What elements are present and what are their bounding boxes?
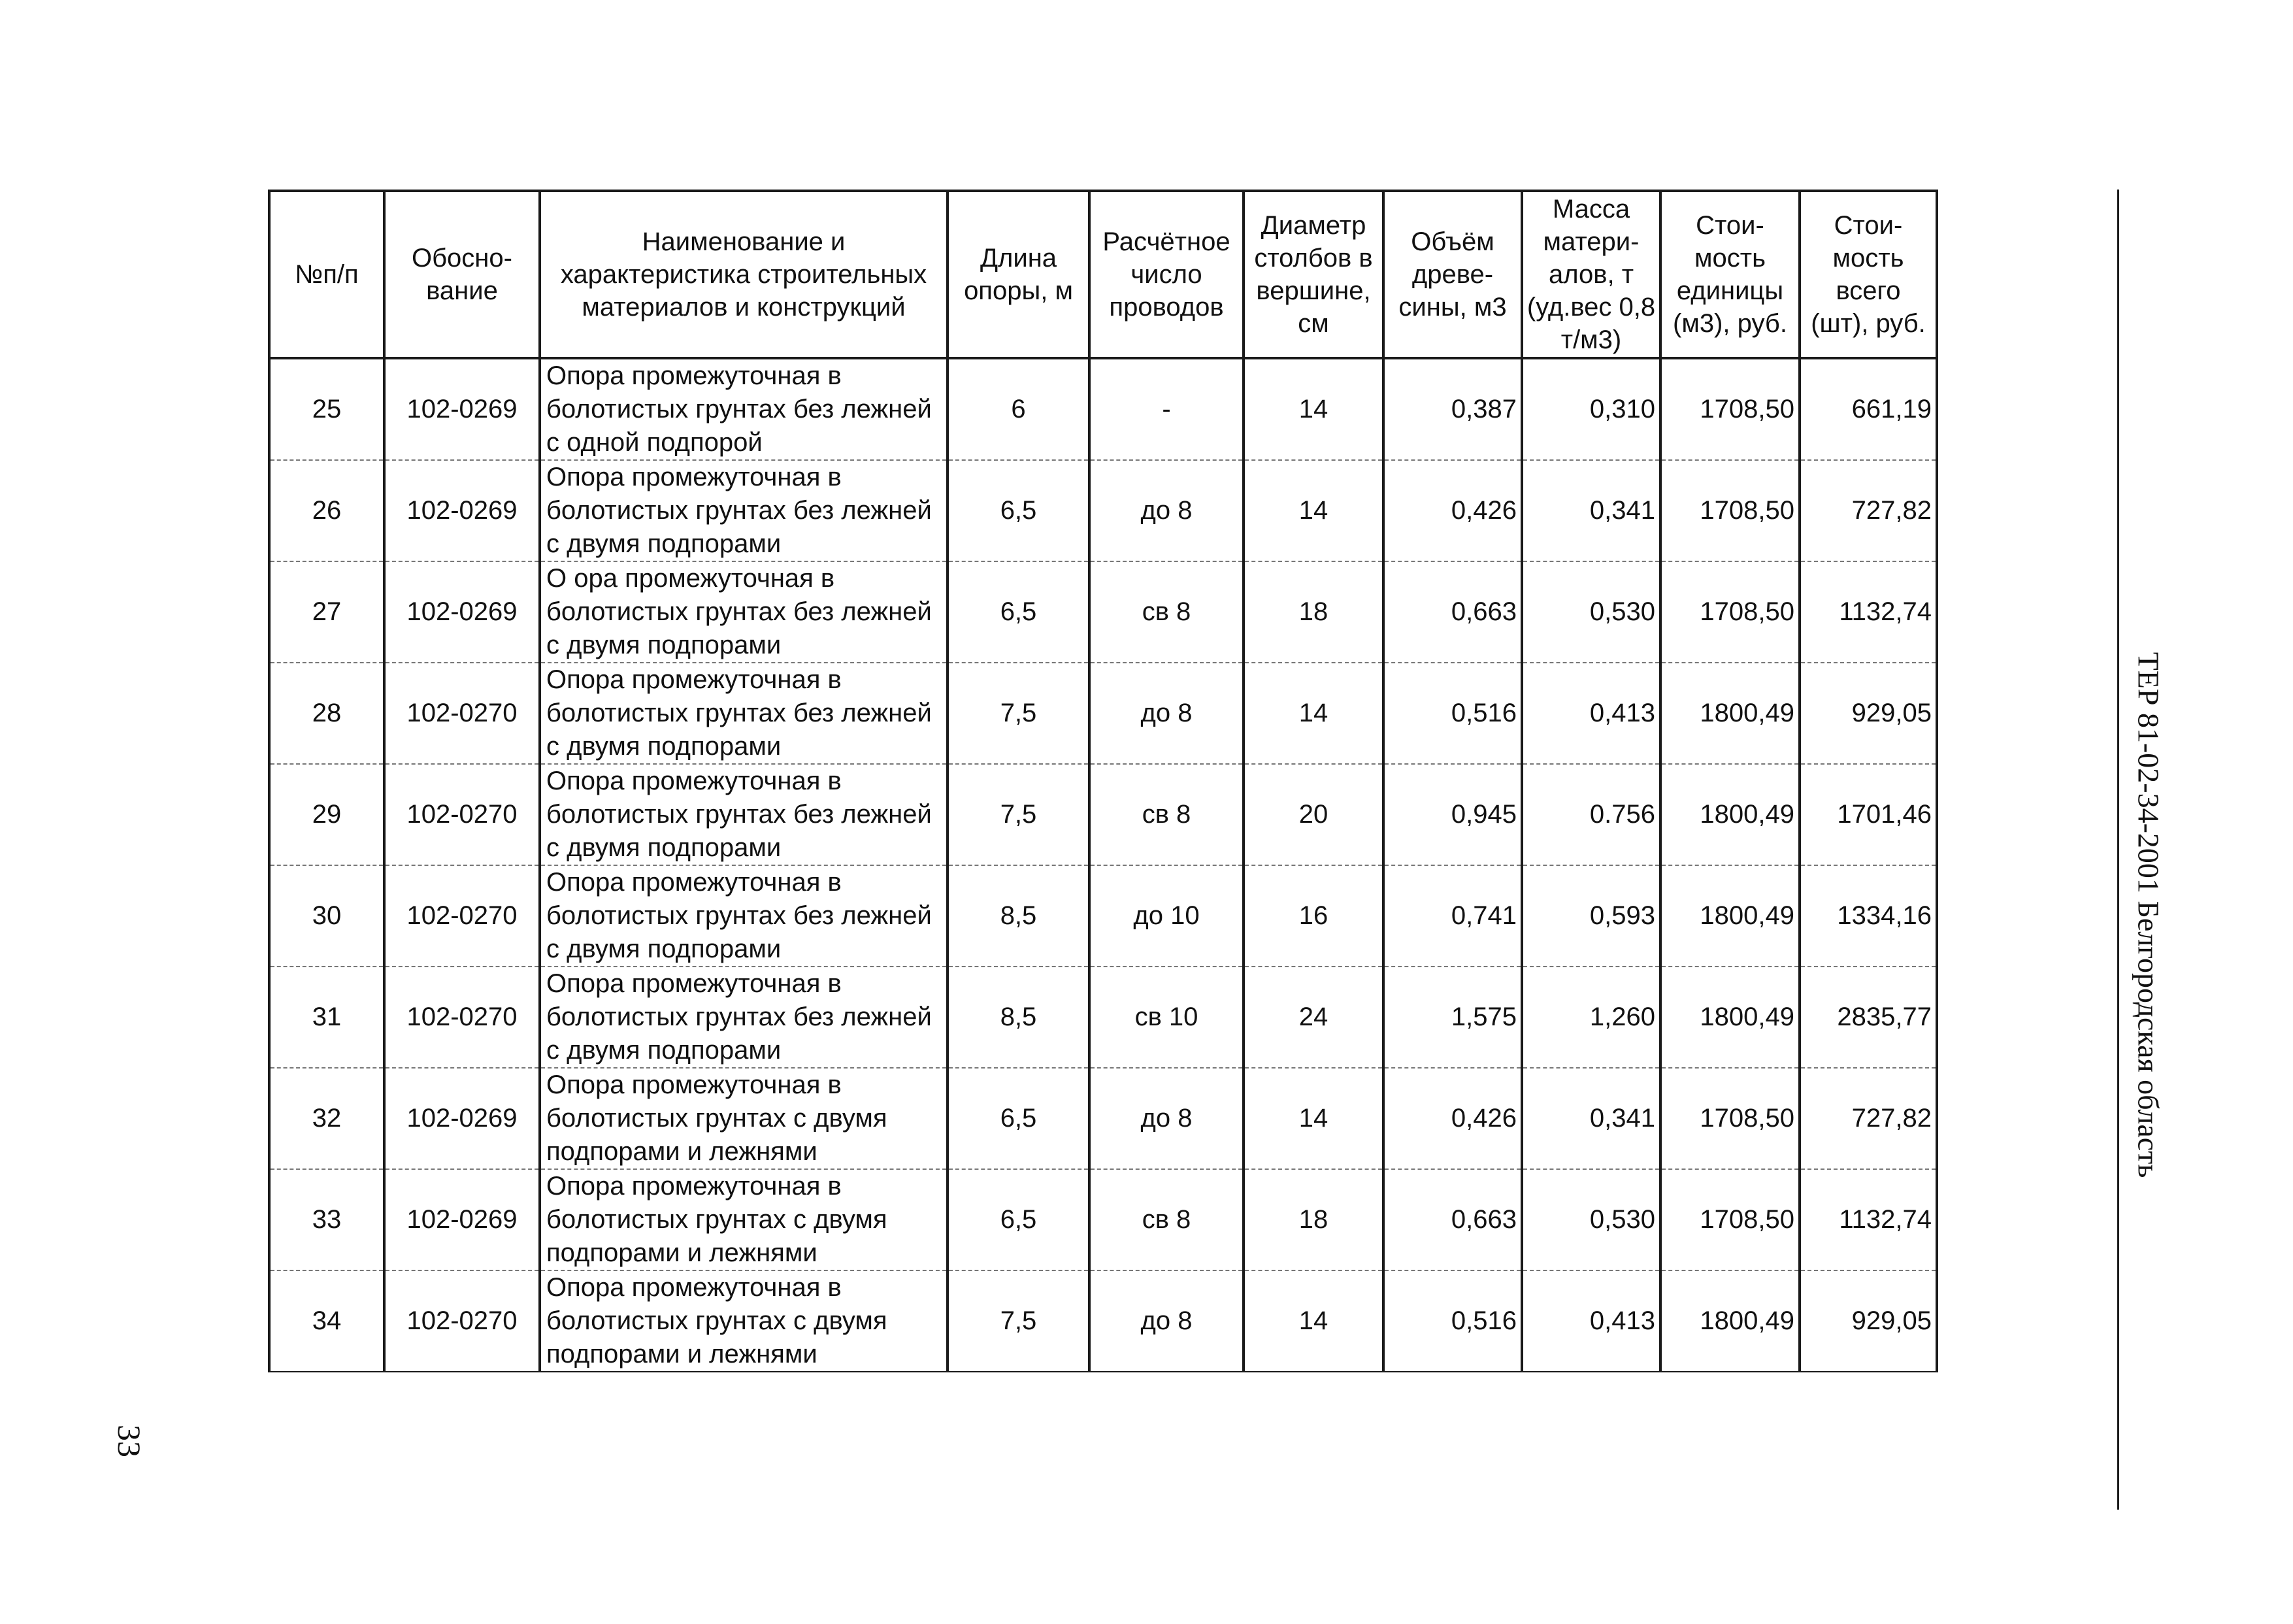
cell-volume: 0,945 (1383, 764, 1522, 865)
cell-number: 30 (269, 865, 384, 967)
cell-mass: 0,310 (1522, 358, 1660, 460)
cell-number: 32 (269, 1068, 384, 1169)
cell-wires: до 8 (1089, 460, 1244, 561)
cell-number: 29 (269, 764, 384, 865)
table-row (269, 865, 1937, 967)
header-volume: Объём древе-сины, м3 (1383, 191, 1522, 358)
cell-unit-cost: 1708,50 (1660, 358, 1800, 460)
cell-number: 31 (269, 967, 384, 1068)
cell-wires: св 10 (1089, 967, 1244, 1068)
table-row (269, 358, 1937, 460)
cell-basis: 102-0270 (384, 865, 540, 967)
table-row (269, 967, 1937, 1068)
cell-wires: св 8 (1089, 561, 1244, 663)
cell-length: 7,5 (948, 1270, 1089, 1372)
cell-name: Опора промежуточная в болотистых грунтах без лежней с двумя подпорами (540, 967, 948, 1068)
cell-name: Опора промежуточная в болотистых грунтах без лежней с двумя подпорами (540, 865, 948, 967)
cell-volume: 0,663 (1383, 561, 1522, 663)
header-mass: Масса матери-алов, т (уд.вес 0,8 т/м3) (1522, 191, 1660, 358)
cell-volume: 1,575 (1383, 967, 1522, 1068)
cell-length: 8,5 (948, 865, 1089, 967)
cell-unit-cost: 1800,49 (1660, 1270, 1800, 1372)
table-body (269, 358, 1937, 1372)
cell-wires: до 8 (1089, 663, 1244, 764)
cell-diameter: 14 (1244, 460, 1383, 561)
cell-number: 33 (269, 1169, 384, 1270)
header-total-cost: Стои-мость всего (шт), руб. (1800, 191, 1937, 358)
cell-diameter: 20 (1244, 764, 1383, 865)
cell-volume: 0,516 (1383, 663, 1522, 764)
cell-unit-cost: 1708,50 (1660, 460, 1800, 561)
cell-number: 25 (269, 358, 384, 460)
header-basis: Обосно-вание (384, 191, 540, 358)
cell-unit-cost: 1708,50 (1660, 561, 1800, 663)
cell-basis: 102-0270 (384, 764, 540, 865)
cell-mass: 0,530 (1522, 561, 1660, 663)
header-unit-cost: Стои-мость единицы (м3), руб. (1660, 191, 1800, 358)
cell-name: Опора промежуточная в болотистых грунтах без лежней с двумя подпорами (540, 764, 948, 865)
table-row (269, 460, 1937, 561)
cell-basis: 102-0270 (384, 967, 540, 1068)
cell-basis: 102-0269 (384, 561, 540, 663)
cell-basis: 102-0269 (384, 358, 540, 460)
header-number: №п/п (269, 191, 384, 358)
table-row (269, 764, 1937, 865)
cell-volume: 0,426 (1383, 1068, 1522, 1169)
cell-total-cost: 661,19 (1800, 358, 1937, 460)
document-code-title: ТЕР 81-02-34-2001 Белгородская область (2132, 652, 2166, 1178)
cell-mass: 0,413 (1522, 1270, 1660, 1372)
cell-total-cost: 727,82 (1800, 460, 1937, 561)
cell-name: Опора промежуточная в болотистых грунтах с двумя подпорами и лежнями (540, 1270, 948, 1372)
cell-length: 6 (948, 358, 1089, 460)
cell-mass: 0,341 (1522, 460, 1660, 561)
cell-length: 8,5 (948, 967, 1089, 1068)
cell-total-cost: 727,82 (1800, 1068, 1937, 1169)
cell-total-cost: 1132,74 (1800, 1169, 1937, 1270)
cell-length: 7,5 (948, 663, 1089, 764)
cell-total-cost: 929,05 (1800, 663, 1937, 764)
table-row (269, 663, 1937, 764)
cell-volume: 0,741 (1383, 865, 1522, 967)
header-name: Наименование и характеристика строительных материалов и конструкций (540, 191, 948, 358)
header-wires: Расчётное число проводов (1089, 191, 1244, 358)
cell-wires: до 8 (1089, 1068, 1244, 1169)
cell-name: Опора промежуточная в болотистых грунтах с двумя подпорами и лежнями (540, 1169, 948, 1270)
cell-name: О ора промежуточная в болотистых грунтах без лежней с двумя подпорами (540, 561, 948, 663)
cell-diameter: 16 (1244, 865, 1383, 967)
cell-total-cost: 929,05 (1800, 1270, 1937, 1372)
cell-diameter: 14 (1244, 663, 1383, 764)
cell-mass: 0,530 (1522, 1169, 1660, 1270)
cell-length: 6,5 (948, 1068, 1089, 1169)
cell-diameter: 14 (1244, 1068, 1383, 1169)
cell-mass: 0,413 (1522, 663, 1660, 764)
cell-length: 6,5 (948, 460, 1089, 561)
margin-rule (2117, 190, 2119, 1510)
cell-basis: 102-0270 (384, 663, 540, 764)
cell-unit-cost: 1708,50 (1660, 1169, 1800, 1270)
cell-mass: 0.756 (1522, 764, 1660, 865)
cell-basis: 102-0269 (384, 460, 540, 561)
table-row (269, 561, 1937, 663)
cell-diameter: 24 (1244, 967, 1383, 1068)
cell-mass: 0,341 (1522, 1068, 1660, 1169)
cell-unit-cost: 1800,49 (1660, 865, 1800, 967)
table-header-row (269, 191, 1937, 358)
cell-number: 28 (269, 663, 384, 764)
header-length: Длина опоры, м (948, 191, 1089, 358)
cell-unit-cost: 1708,50 (1660, 1068, 1800, 1169)
cell-diameter: 14 (1244, 358, 1383, 460)
cell-name: Опора промежуточная в болотистых грунтах без лежней с двумя подпорами (540, 663, 948, 764)
cell-total-cost: 1701,46 (1800, 764, 1937, 865)
cell-basis: 102-0269 (384, 1068, 540, 1169)
cell-volume: 0,516 (1383, 1270, 1522, 1372)
cell-basis: 102-0270 (384, 1270, 540, 1372)
table-row (269, 1270, 1937, 1372)
cell-length: 6,5 (948, 561, 1089, 663)
cell-length: 7,5 (948, 764, 1089, 865)
table-row (269, 1169, 1937, 1270)
cell-number: 34 (269, 1270, 384, 1372)
cell-name: Опора промежуточная в болотистых грунтах с двумя подпорами и лежнями (540, 1068, 948, 1169)
cell-volume: 0,387 (1383, 358, 1522, 460)
cell-name: Опора промежуточная в болотистых грунтах без лежней с двумя подпорами (540, 460, 948, 561)
header-diameter: Диаметр столбов в вершине, см (1244, 191, 1383, 358)
cell-mass: 1,260 (1522, 967, 1660, 1068)
cell-wires: до 10 (1089, 865, 1244, 967)
cell-unit-cost: 1800,49 (1660, 967, 1800, 1068)
cell-wires: - (1089, 358, 1244, 460)
cell-length: 6,5 (948, 1169, 1089, 1270)
cell-wires: св 8 (1089, 1169, 1244, 1270)
cell-mass: 0,593 (1522, 865, 1660, 967)
materials-price-table (268, 190, 1938, 1372)
cell-total-cost: 1132,74 (1800, 561, 1937, 663)
page-number-text: 33 (111, 1425, 148, 1457)
table-row (269, 1068, 1937, 1169)
cell-name: Опора промежуточная в болотистых грунтах без лежней с одной подпорой (540, 358, 948, 460)
cell-volume: 0,663 (1383, 1169, 1522, 1270)
cell-unit-cost: 1800,49 (1660, 663, 1800, 764)
cell-diameter: 14 (1244, 1270, 1383, 1372)
cell-diameter: 18 (1244, 1169, 1383, 1270)
cell-basis: 102-0269 (384, 1169, 540, 1270)
cell-number: 27 (269, 561, 384, 663)
cell-unit-cost: 1800,49 (1660, 764, 1800, 865)
cell-wires: св 8 (1089, 764, 1244, 865)
cell-total-cost: 2835,77 (1800, 967, 1937, 1068)
cell-number: 26 (269, 460, 384, 561)
cell-total-cost: 1334,16 (1800, 865, 1937, 967)
cell-volume: 0,426 (1383, 460, 1522, 561)
cell-diameter: 18 (1244, 561, 1383, 663)
cell-wires: до 8 (1089, 1270, 1244, 1372)
